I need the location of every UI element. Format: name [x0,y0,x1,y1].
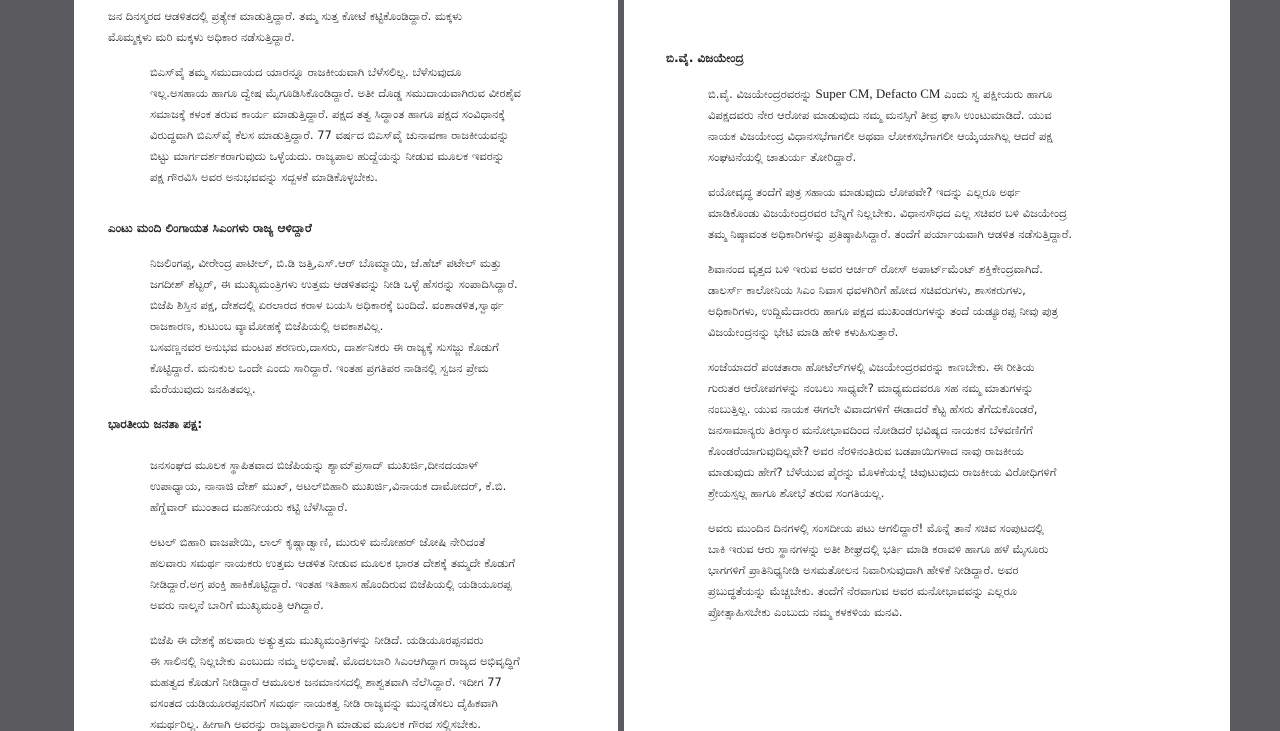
text-line: ನೀಡಿದ್ದಾರೆ.ಅಗ್ರ ಪಂಕ್ತಿ ಹಾಕಿಕೊಟ್ಟಿದ್ದಾರೆ. ಇಂತಹ ಇತಿಹಾಸ ಹೊಂದಿರುವ ಬಿಜೆಪಿಯಲ್ಲಿ ಯಡಿಯೂರಪ್ಪ [150,577,512,591]
text-line: ವಸಂತದ ಯಡಿಯೂರಪ್ಪನವರಿಗೆ ಸಮರ್ಥ ನಾಯಕತ್ವ ನೀಡಿ ರಾಜ್ಯವನ್ನು ಮುನ್ನಡೆಸಲು ದೈಹಿಕವಾಗಿ [150,696,498,710]
paragraph [666,518,1194,623]
text-line: ಬಿಟ್ಟು ಮಾರ್ಗದರ್ಶಕರಾಗುವುದು ಒಳ್ಳೆಯದು. ರಾಜ್ಯಪಾಲ ಹುದ್ದೆಯನ್ನು ನೀಡುವ ಮೂಲಕ ಇವರನ್ನು [150,149,505,163]
paragraph [108,455,588,518]
text-line: ಕೊಟ್ಟಿದ್ದಾರೆ. ಮನುಕುಲ ಒಂದೇ ಎಂದು ಸಾರಿದ್ದಾರೆ. ಇಂತಹ ಪ್ರಗತಿಪರ ನಾಡಿನಲ್ಲಿ ಸ್ವಜನ ಪ್ರೇಮ [150,361,489,375]
text-line: ಜನಸಂಘದ ಮೂಲಕ ಸ್ಥಾಪಿತವಾದ ಬಿಜೆಪಿಯನ್ನು ಶ್ಯಾಮ್‌ಪ್ರಸಾದ್ ಮುಖರ್ಜಿ,ದೀನದಯಾಳ್ [150,458,479,472]
text-line: ಸಂಘಟನೆಯಲ್ಲಿ ಚಾತುರ್ಯ ತೋರಿದ್ದಾರೆ. [708,150,857,164]
text-line: ಭಾಗಗಳಿಗೆ ಪ್ರಾತಿನಿಧ್ಯನೀಡಿ ಅಸಮತೋಲನ ನಿವಾರಿಸುವುದಾಗಿ ಹೇಳಿಕೆ ನೀಡಿದ್ದಾರೆ. ಅವರ [708,563,1019,577]
text-line: ಅಧಿಕಾರಿಗಳು, ಉದ್ದಿಮೆದಾರರು ಹಾಗೂ ಪಕ್ಷದ ಮುಖಂಡರುಗಳನ್ನು ತಂದೆ ಯಡ್ಯೂರಪ್ಪ ನೀವು ಪುತ್ರ [708,304,1058,318]
text-line: ಪಕ್ಷ ಗೌರವಿಸಿ ಅವರ ಅನುಭವವನ್ನು ಸದ್ಬಳಕೆ ಮಾಡಿಕೊಳ್ಳಬೇಕು. [150,170,378,184]
text-line: ಮಾಡುವುದು ಹೇಗೆ? ಬೆಳೆಯುವ ಪೈರನ್ನು ಮೊಳಕೆಯಲ್ಲೆ ಚಿವುಟುವುದು ರಾಜಕೀಯ ವಿರೋಧಿಗಳಿಗೆ [708,465,1057,479]
text-line: ಪ್ರಬುದ್ಧತೆಯನ್ನು ಮೆಚ್ಚಬೇಕು. ತಂದೆಗೆ ನೆರವಾಗುವ ಅವರ ಮನೋಭಾವವನ್ನು ಎಲ್ಲರೂ [708,584,1018,598]
paragraph [666,182,1194,245]
text-line: ಸಂಜೆಯಾದರೆ ಪಂಚತಾರಾ ಹೋಟೆಲ್‌ಗಳಲ್ಲಿ ವಿಜಯೇಂದ್ರರವರನ್ನು ಕಾಣಬೇಕು. ಈ ರೀತಿಯ [708,360,1035,374]
text-line: ಬಿಜೆಪಿ ಶಿಸ್ತಿನ ಪಕ್ಷ, ದೇಶದಲ್ಲಿ ಏರಲಾರದ ಕರಾಳ ಬಯಸಿ ಅಧಿಕಾರಕ್ಕೆ ಬಂದಿದೆ. ವಂಶಾಡಳಿತ,ಸ್ವಾರ್ಥ [150,298,504,312]
text-line: ಶ್ರೇಯಸ್ಸಲ್ಲ ಹಾಗೂ ಶೋಭೆ ತರುವ ಸಂಗತಿಯಲ್ಲ. [708,486,885,500]
paragraph [666,83,1194,168]
text-line: ಅವರು ಮುಂದಿನ ದಿನಗಳಲ್ಲಿ ಸಂಸದೀಯ ಪಟು ಆಗಲಿದ್ದಾರೆ! ಮೊನ್ನೆ ತಾನೆ ಸಚಿವ ಸಂಪುಟದಲ್ಲಿ [708,521,1044,535]
text-line: ಡಾಲರ್ಸ್ ಕಾಲೋನಿಯ ಸಿಎಂ ನಿವಾಸ ಧವಳಗಿರಿಗೆ ಹೋದ ಸಚಿವರುಗಳು, ಶಾಸಕರುಗಳು, [708,283,1026,297]
text-line: ಮೆರೆಯುವುದು ಜನಹಿತವಲ್ಲ. [150,382,256,396]
text-line: ವಯೋವೃದ್ಧ ತಂದೆಗೆ ಪುತ್ರ ಸಹಾಯ ಮಾಡುವುದು ಲೋಪವೇ? ಇದನ್ನು ಎಲ್ಲರೂ ಅರ್ಥ [708,185,1021,199]
text-line: ಜನಸಾಮಾನ್ಯರು ತಿರಸ್ಕಾರ ಮನೋಭಾವದಿಂದ ನೋಡಿದರೆ ಭವಿಷ್ಯದ ನಾಯಕನ ಬೆಳವಣಿಗೆಗೆ [708,423,1033,437]
text-run: ಎಂದು ಸ್ವ ಪಕ್ಷೀಯರು ಹಾಗೂ [944,87,1053,101]
text-line: ನಂಬುತ್ತಿಲ್ಲ. ಯುವ ನಾಯಕ ಈಗಲೇ ವಿವಾದಗಳಿಗೆ ಈಡಾದರೆ ಕೆಟ್ಟ ಹೆಸರು ತೆಗೆದುಕೊಂಡರೆ, [708,402,1038,416]
section-heading: ಎಂಟು ಮಂದಿ ಲಿಂಗಾಯತ ಸಿಎಂಗಳು ರಾಜ್ಯ ಆಳಿದ್ದಾರೆ [108,221,312,235]
text-line: ಗುರುತರ ಆರೋಪಗಳನ್ನು ನಂಬಲು ಸಾಧ್ಯವೇ? ಮಾಧ್ಯಮದವರೂ ಸಹ ನಮ್ಮ ಮಾತುಗಳನ್ನು [708,381,1034,395]
text-line: ವಿಜಯೇಂದ್ರನನ್ನು ಭೇಟಿ ಮಾಡಿ ಹೇಳಿ ಕಳುಹಿಸುತ್ತಾರೆ. [708,325,899,339]
text-line: ಹಲವಾರು ಸಮರ್ಥ ನಾಯಕರು ಉತ್ತಮ ಆಡಳಿತ ನೀಡುವ ಮೂಲಕ ಭಾರತ ದೇಶಕ್ಕೆ ತಮ್ಮದೇ ಕೊಡುಗೆ [150,556,515,570]
section-heading: ಭಾರತೀಯ ಜನತಾ ಪಕ್ಷ: [108,417,203,431]
text-line: ಅಟಲ್ ಬಿಹಾರಿ ವಾಜಪೇಯಿ, ಲಾಲ್ ಕೃಷ್ಣಾಡ್ವಾಣಿ, ಮುರುಳಿ ಮನೋಹರ್ ಜೋಷಿ ನೇರಿದಂತೆ [150,535,486,549]
text-line: ಜಗದೀಶ್ ಶೆಟ್ಟರ್, ಈ ಮುಖ್ಯಮಂತ್ರಿಗಳು ಉತ್ತಮ ಆಡಳಿತವನ್ನು ನೀಡಿ ಒಳ್ಳೆ ಹೆಸರನ್ನು ಸಂಪಾದಿಸಿದ್ದಾರೆ. [150,277,518,291]
text-line: ಹೆಗ್ಡೆವಾರ್ ಮುಂತಾದ ಮಹನೀಯರು ಕಟ್ಟಿ ಬೆಳೆಸಿದ್ದಾರೆ. [150,500,348,514]
text-line: ಬಿಜೆಪಿ ಈ ದೇಶಕ್ಕೆ ಹಲವಾರು ಅತ್ಯುತ್ತಮ ಮುಖ್ಯಮಂತ್ರಿಗಳನ್ನು ನೀಡಿದೆ. ಯಡಿಯೂರಪ್ಪನವರು [150,633,484,647]
paragraph [666,357,1194,504]
document-page-left [74,0,618,731]
text-line: ಬಿಎಸ್‌ವೈ ತಮ್ಮ ಸಮುದಾಯದ ಯಾರನ್ನೂ ರಾಜಕೀಯವಾಗಿ ಬೆಳೆಸಲಿಲ್ಲ. ಬೆಳೆಸುವುದೂ [150,65,462,79]
paragraph [108,630,588,731]
paragraph [108,6,588,48]
text-line: ನಾಯಕ ವಿಜಯೇಂದ್ರ ವಿಧಾನಸಭೆಗಾಗಲೀ ಅಥವಾ ಲೋಕಸಭೆಗಾಗಲೀ ಆಯ್ಕೆಯಾಗಿಲ್ಲ ಆದರೆ ಪಕ್ಷ [708,129,1053,143]
text-line: ಬಸವಣ್ಣನವರ ಅನುಭವ ಮಂಟಪ ಶರಣರು,ದಾಸರು, ದಾರ್ಶನಿಕರು ಈ ರಾಜ್ಯಕ್ಕೆ ಸುಸಜ್ಜು ಕೊಡುಗೆ [150,340,499,354]
text-line: ಕೊಂಡರೆಯಾಗುವುದಿಲ್ಲವೇ? ಅವರ ನೆರಳಿನಂತಿರುವ ಬಡಪಾಯಿಗಳಾದ ನಾವು ರಾಜಕೀಯ [708,444,1024,458]
text-line: ಶಿವಾನಂದ ವೃತ್ತದ ಬಳಿ ಇರುವ ಅವರ ಆರ್ಚರ್ ರೋಸ್ ಅಪಾರ್ಟ್‌ಮೆಂಟ್ ಶಕ್ತಿಕೇಂದ್ರವಾಗಿದೆ. [708,262,1043,276]
text-line: ತಮ್ಮ ನಿಷ್ಠಾವಂತ ಅಧಿಕಾರಿಗಳನ್ನು ಪ್ರತಿಷ್ಠಾಪಿಸಿದ್ದಾರೆ. ತಂದೆಗೆ ಪರ್ಯಾಯವಾಗಿ ಆಡಳಿತ ನಡೆಸುತ್ತಿದ್ದಾರೆ. [708,227,1073,241]
text-line: ನಿಜಲಿಂಗಪ್ಪ, ವೀರೇಂದ್ರ ಪಾಟೀಲ್, ಬಿ.ಡಿ ಜತ್ತಿ,ಎಸ್.ಆರ್ ಬೊಮ್ಮಾಯಿ, ಜೆ.ಹೆಚ್ ಪಟೇಲ್ ಮತ್ತು [150,256,502,270]
paragraph [108,532,588,616]
paragraph [666,259,1194,343]
page-title: ಬಿ.ವೈ. ವಿಜಯೇಂದ್ರ [666,51,744,65]
text-line: ಸಮಾಜಕ್ಕೆ ಕಳಂಕ ತರುವ ಕಾರ್ಯ ಮಾಡುತ್ತಿದ್ದಾರೆ. ಪಕ್ಷದ ತತ್ವ ಸಿದ್ಧಾಂತ ಹಾಗೂ ಪಕ್ಷದ ಸಂವಿಧಾನಕ್ಕೆ [150,107,506,121]
text-line: ಅವರು ನಾಲ್ಕನೆ ಬಾರಿಗೆ ಮುಖ್ಯಮಂತ್ರಿ ಆಗಿದ್ದಾರೆ. [150,598,324,612]
text-line: ಮಹತ್ವದ ಕೊಡುಗೆ ನೀಡಿದ್ದಾರೆ ಆಮೂಲಕ ಜನಮಾನಸದಲ್ಲಿ ಶಾಶ್ವತವಾಗಿ ನೆಲೆಸಿದ್ದಾರೆ. ಇದೀಗ 77 [150,675,502,689]
text-line [666,83,1194,105]
text-line: ಈ ಸಾಲಿನಲ್ಲಿ ನಿಲ್ಲಬೇಕು ಎಂಬುದು ನಮ್ಮ ಅಭಿಲಾಷೆ. ಮೊದಲಬಾರಿ ಸಿಎಂಆಗಿದ್ದಾಗ ರಾಜ್ಯದ ಅಭಿವೃದ್ಧಿಗೆ [150,654,520,668]
text-run-latin: Super CM, Defacto CM [815,86,941,101]
text-line: ವಿಪಕ್ಷದವರು ನೇರ ಆರೋಪ ಮಾಡುವುದು ನಮ್ಮ ಮನಸ್ಸಿಗೆ ತೀವ್ರ ಘಾಸಿ ಉಂಟುಮಾಡಿದೆ. ಯುವ [708,108,1052,122]
text-run: ಬಿ.ವೈ. ವಿಜಯೇಂದ್ರರವರನ್ನು [708,87,812,101]
text-line: ರಾಜಕಾರಣ, ಕುಟುಂಬ ವ್ಯಾಮೋಹಕ್ಕೆ ಬಿಜೆಪಿಯಲ್ಲಿ ಅವಕಾಶವಿಲ್ಲ. [150,319,384,333]
text-line: ಮಾಡಿಕೊಂಡು ವಿಜಯೇಂದ್ರರವರ ಬೆನ್ನಿಗೆ ನಿಲ್ಲಬೇಕು. ವಿಧಾನಸೌಧದ ಎಲ್ಲ ಸಚಿವರ ಬಳಿ ವಿಜಯೇಂದ್ರ [708,206,1067,220]
text-line: ಮೊಮ್ಮಕ್ಕಳು ಮರಿ ಮಕ್ಕಳು ಅಧಿಕಾರ ನಡೆಸುತ್ತಿದ್ದಾರೆ. [108,30,295,44]
text-line: ಬಾಕಿ ಇರುವ ಆರು ಸ್ಥಾನಗಳನ್ನು ಅತೀ ಶೀಘ್ರದಲ್ಲಿ ಭರ್ತಿ ಮಾಡಿ ಕರಾವಳಿ ಹಾಗೂ ಹಳೆ ಮೈಸೂರು [708,542,1049,556]
text-line: ಇಲ್ಲ.ಅಸಹಾಯ ಹಾಗೂ ದ್ವೇಷ ಮೈಗೂಡಿಸಿಕೊಂಡಿದ್ದಾರೆ. ಅತೀ ದೊಡ್ಡ ಸಮುದಾಯವಾಗಿರುವ ವೀರಶೈವ [150,86,521,100]
text-line: ವಿರುದ್ಧವಾಗಿ ಬಿಎಸ್‌ವೈ ಕೆಲಸ ಮಾಡುತ್ತಿದ್ದಾರೆ. 77 ವರ್ಷದ ಬಿಎಸ್‌ವೈ ಚುನಾವಣಾ ರಾಜಕೀಯವನ್ನು [150,128,509,142]
document-page-right [624,0,1230,731]
text-line: ಜನ ದಿನಸ್ಮರದ ಆಡಳಿತದಲ್ಲಿ ಪ್ರತ್ಯೇಕ ಮಾಡುತ್ತಿದ್ದಾರೆ. ತಮ್ಮ ಸುತ್ತ ಕೋಟೆ ಕಟ್ಟಿಕೊಂಡಿದ್ದಾರೆ. ಮಕ್ಕಳು [108,9,463,23]
text-line: ಉಪಾಧ್ಯಾಯ, ನಾನಾಜಿ ದೇಶ್ ಮುಖ್, ಅಟಲ್‌ಬಿಹಾರಿ ಮುಖರ್ಜಿ,ವಿನಾಯಕ ದಾಮೋದರ್, ಕೆ.ಬಿ. [150,479,507,493]
text-line: ಪ್ರೋತ್ಸಾಹಿಸಬೇಕು ಎಂಬುದು ನಮ್ಮ ಕಳಕಳಿಯ ಮನವಿ. [708,605,903,619]
paragraph [108,253,588,400]
text-line: ಸಮರ್ಥರಿಲ್ಲ. ಹೀಗಾಗಿ ಅವರನ್ನು ರಾಜ್ಯಪಾಲರನ್ನಾಗಿ ಮಾಡುವ ಮೂಲಕ ಗೌರವ ಸಲ್ಲಿಸಬೇಕು. [150,717,481,731]
paragraph [108,62,588,188]
